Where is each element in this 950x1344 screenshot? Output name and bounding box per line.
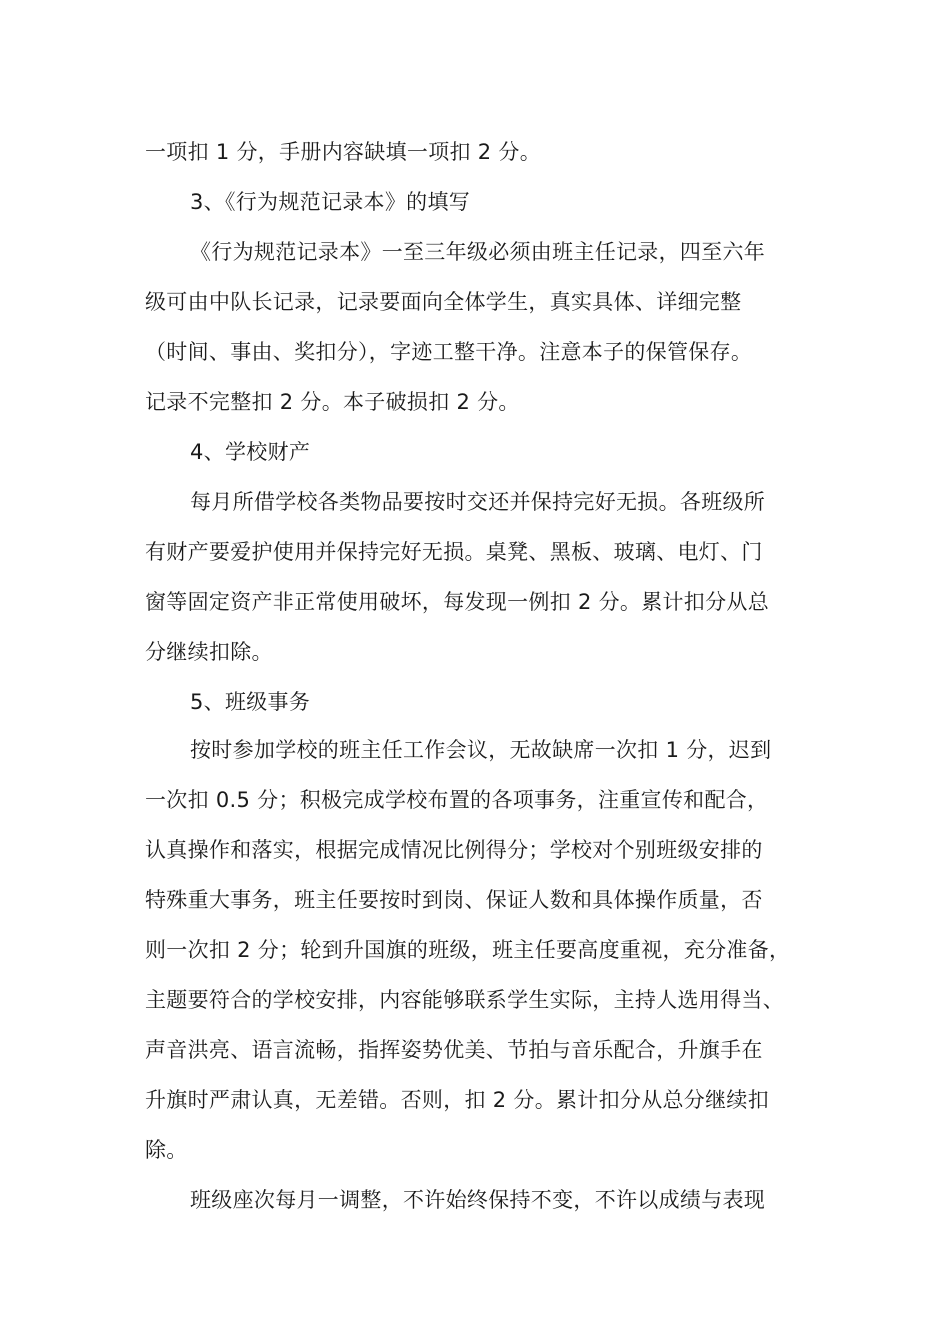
paragraph-line: 按时参加学校的班主任工作会议，无故缺席一次扣 1 分，迟到 xyxy=(190,738,772,762)
section-heading-5: 5、班级事务 xyxy=(190,690,311,714)
paragraph-line: 窗等固定资产非正常使用破坏，每发现一例扣 2 分。累计扣分从总 xyxy=(145,590,770,614)
paragraph-line: 主题要符合的学校安排，内容能够联系学生实际，主持人选用得当、 xyxy=(145,988,784,1012)
section-heading-4: 4、学校财产 xyxy=(190,440,311,464)
paragraph-line: 认真操作和落实，根据完成情况比例得分；学校对个别班级安排的 xyxy=(145,838,763,862)
paragraph-line: 记录不完整扣 2 分。本子破损扣 2 分。 xyxy=(145,390,520,414)
paragraph-line: 有财产要爱护使用并保持完好无损。桌凳、黑板、玻璃、电灯、门 xyxy=(145,540,763,564)
paragraph-line: 分继续扣除。 xyxy=(145,640,273,664)
paragraph-line: 升旗时严肃认真，无差错。否则，扣 2 分。累计扣分从总分继续扣 xyxy=(145,1088,770,1112)
paragraph-line: 特殊重大事务，班主任要按时到岗、保证人数和具体操作质量，否 xyxy=(145,888,763,912)
paragraph-line: 一项扣 1 分，手册内容缺填一项扣 2 分。 xyxy=(145,140,542,164)
paragraph-line: 《行为规范记录本》一至三年级必须由班主任记录，四至六年 xyxy=(190,240,766,264)
paragraph-line: 班级座次每月一调整，不许始终保持不变，不许以成绩与表现 xyxy=(190,1188,766,1212)
paragraph-line: 每月所借学校各类物品要按时交还并保持完好无损。各班级所 xyxy=(190,490,766,514)
paragraph-line: 一次扣 0.5 分；积极完成学校布置的各项事务，注重宣传和配合， xyxy=(145,788,769,812)
section-heading-3: 3、《行为规范记录本》的填写 xyxy=(190,190,471,214)
paragraph-line: 则一次扣 2 分；轮到升国旗的班级，班主任要高度重视，充分准备， xyxy=(145,938,791,962)
paragraph-line: 声音洪亮、语言流畅，指挥姿势优美、节拍与音乐配合，升旗手在 xyxy=(145,1038,763,1062)
paragraph-line: （时间、事由、奖扣分），字迹工整干净。注意本子的保管保存。 xyxy=(145,340,753,364)
paragraph-line: 级可由中队长记录，记录要面向全体学生，真实具体、详细完整 xyxy=(145,290,742,314)
paragraph-line: 除。 xyxy=(145,1138,188,1162)
